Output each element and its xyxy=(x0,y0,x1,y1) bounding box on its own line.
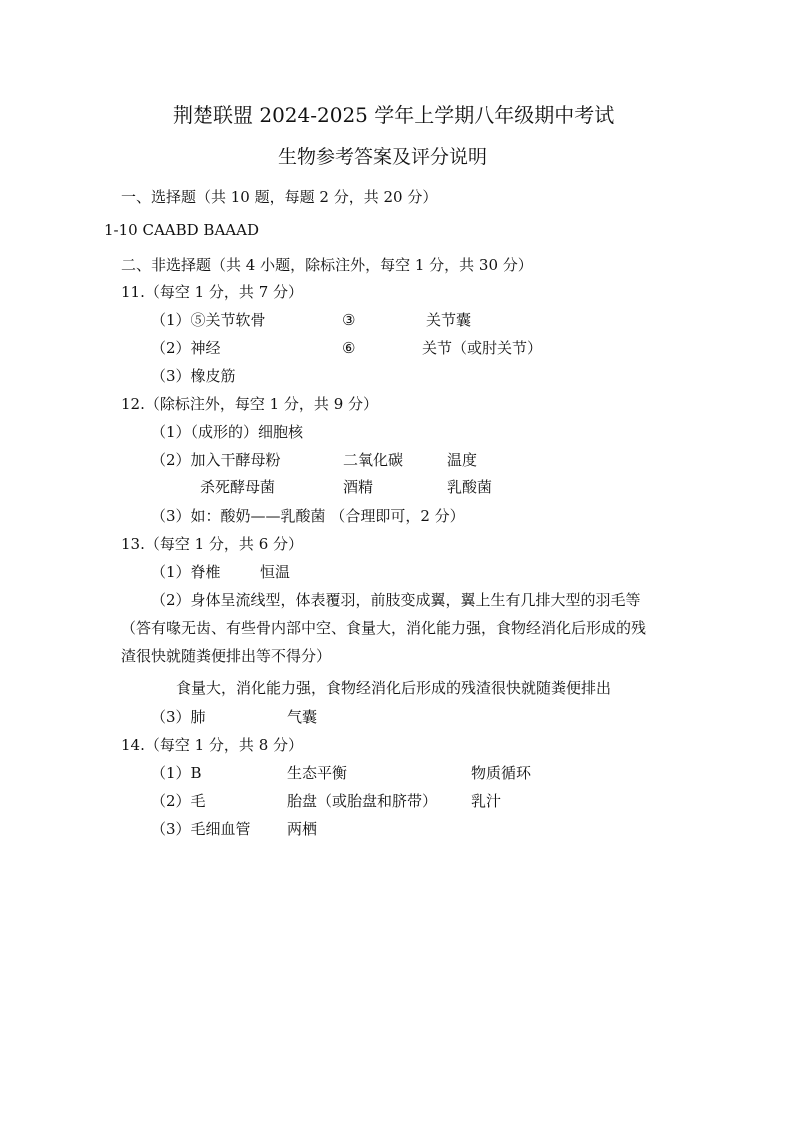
q12-2-answer-e: 酒精 xyxy=(343,478,374,496)
q11-header: 11.（每空 1 分，共 7 分） xyxy=(121,283,304,301)
page-title: 荆楚联盟 2024-2025 学年上学期八年级期中考试 xyxy=(173,103,615,127)
q12-header: 12.（除标注外，每空 1 分，共 9 分） xyxy=(121,395,379,413)
section-2-heading: 二、非选择题（共 4 小题，除标注外，每空 1 分，共 30 分） xyxy=(121,256,533,274)
q12-1-answer: （1）（成形的）细胞核 xyxy=(151,423,304,441)
q11-1-answer-b: ③ xyxy=(342,311,356,329)
q12-3-answer: （3）如：酸奶——乳酸菌 （合理即可，2 分） xyxy=(151,507,465,525)
q13-1-answer-a: （1）脊椎 xyxy=(151,563,221,581)
q12-2-answer-c: 温度 xyxy=(447,451,478,469)
q12-2-answer-f: 乳酸菌 xyxy=(447,478,493,496)
q13-2-answer-line1: （2）身体呈流线型，体表覆羽，前肢变成翼，翼上生有几排大型的羽毛等 xyxy=(151,591,641,609)
choice-answers: 1-10 CAABD BAAAD xyxy=(104,221,259,239)
q14-1-answer-c: 物质循环 xyxy=(471,764,532,782)
q13-header: 13.（每空 1 分，共 6 分） xyxy=(121,535,304,553)
q13-1-answer-b: 恒温 xyxy=(260,563,291,581)
q14-3-answer-b: 两栖 xyxy=(287,820,318,838)
q13-2-note-line3: 渣很快就随粪便排出等不得分） xyxy=(121,647,332,665)
q12-2-answer-b: 二氧化碳 xyxy=(343,451,404,469)
q11-2-answer-b: ⑥ xyxy=(342,339,356,357)
q11-3-answer: （3）橡皮筋 xyxy=(151,367,236,385)
q13-2-note-line2: （答有喙无齿、有些骨内部中空、食量大，消化能力强，食物经消化后形成的残 xyxy=(121,619,647,637)
q14-3-answer-a: （3）毛细血管 xyxy=(151,820,251,838)
page-subtitle: 生物参考答案及评分说明 xyxy=(278,146,488,168)
q13-2-answer-alt: 食量大，消化能力强，食物经消化后形成的残渣很快就随粪便排出 xyxy=(176,679,612,697)
q12-2-answer-d: 杀死酵母菌 xyxy=(200,478,276,496)
q11-2-answer-c: 关节（或肘关节） xyxy=(422,339,543,357)
q14-1-answer-b: 生态平衡 xyxy=(287,764,348,782)
q13-3-answer-a: （3）肺 xyxy=(151,708,206,726)
q14-1-answer-a: （1）B xyxy=(151,764,202,782)
q11-1-answer-c: 关节囊 xyxy=(426,311,472,329)
q11-2-answer-a: （2）神经 xyxy=(151,339,221,357)
q14-2-answer-b: 胎盘（或胎盘和脐带） xyxy=(287,792,438,810)
q12-2-answer-a: （2）加入干酵母粉 xyxy=(151,451,281,469)
q14-header: 14.（每空 1 分，共 8 分） xyxy=(121,736,304,754)
section-1-heading: 一、选择题（共 10 题，每题 2 分，共 20 分） xyxy=(121,188,438,206)
q14-2-answer-a: （2）毛 xyxy=(151,792,206,810)
q14-2-answer-c: 乳汁 xyxy=(471,792,502,810)
q13-3-answer-b: 气囊 xyxy=(287,708,318,726)
q11-1-answer-a: （1）⑤关节软骨 xyxy=(151,311,266,329)
